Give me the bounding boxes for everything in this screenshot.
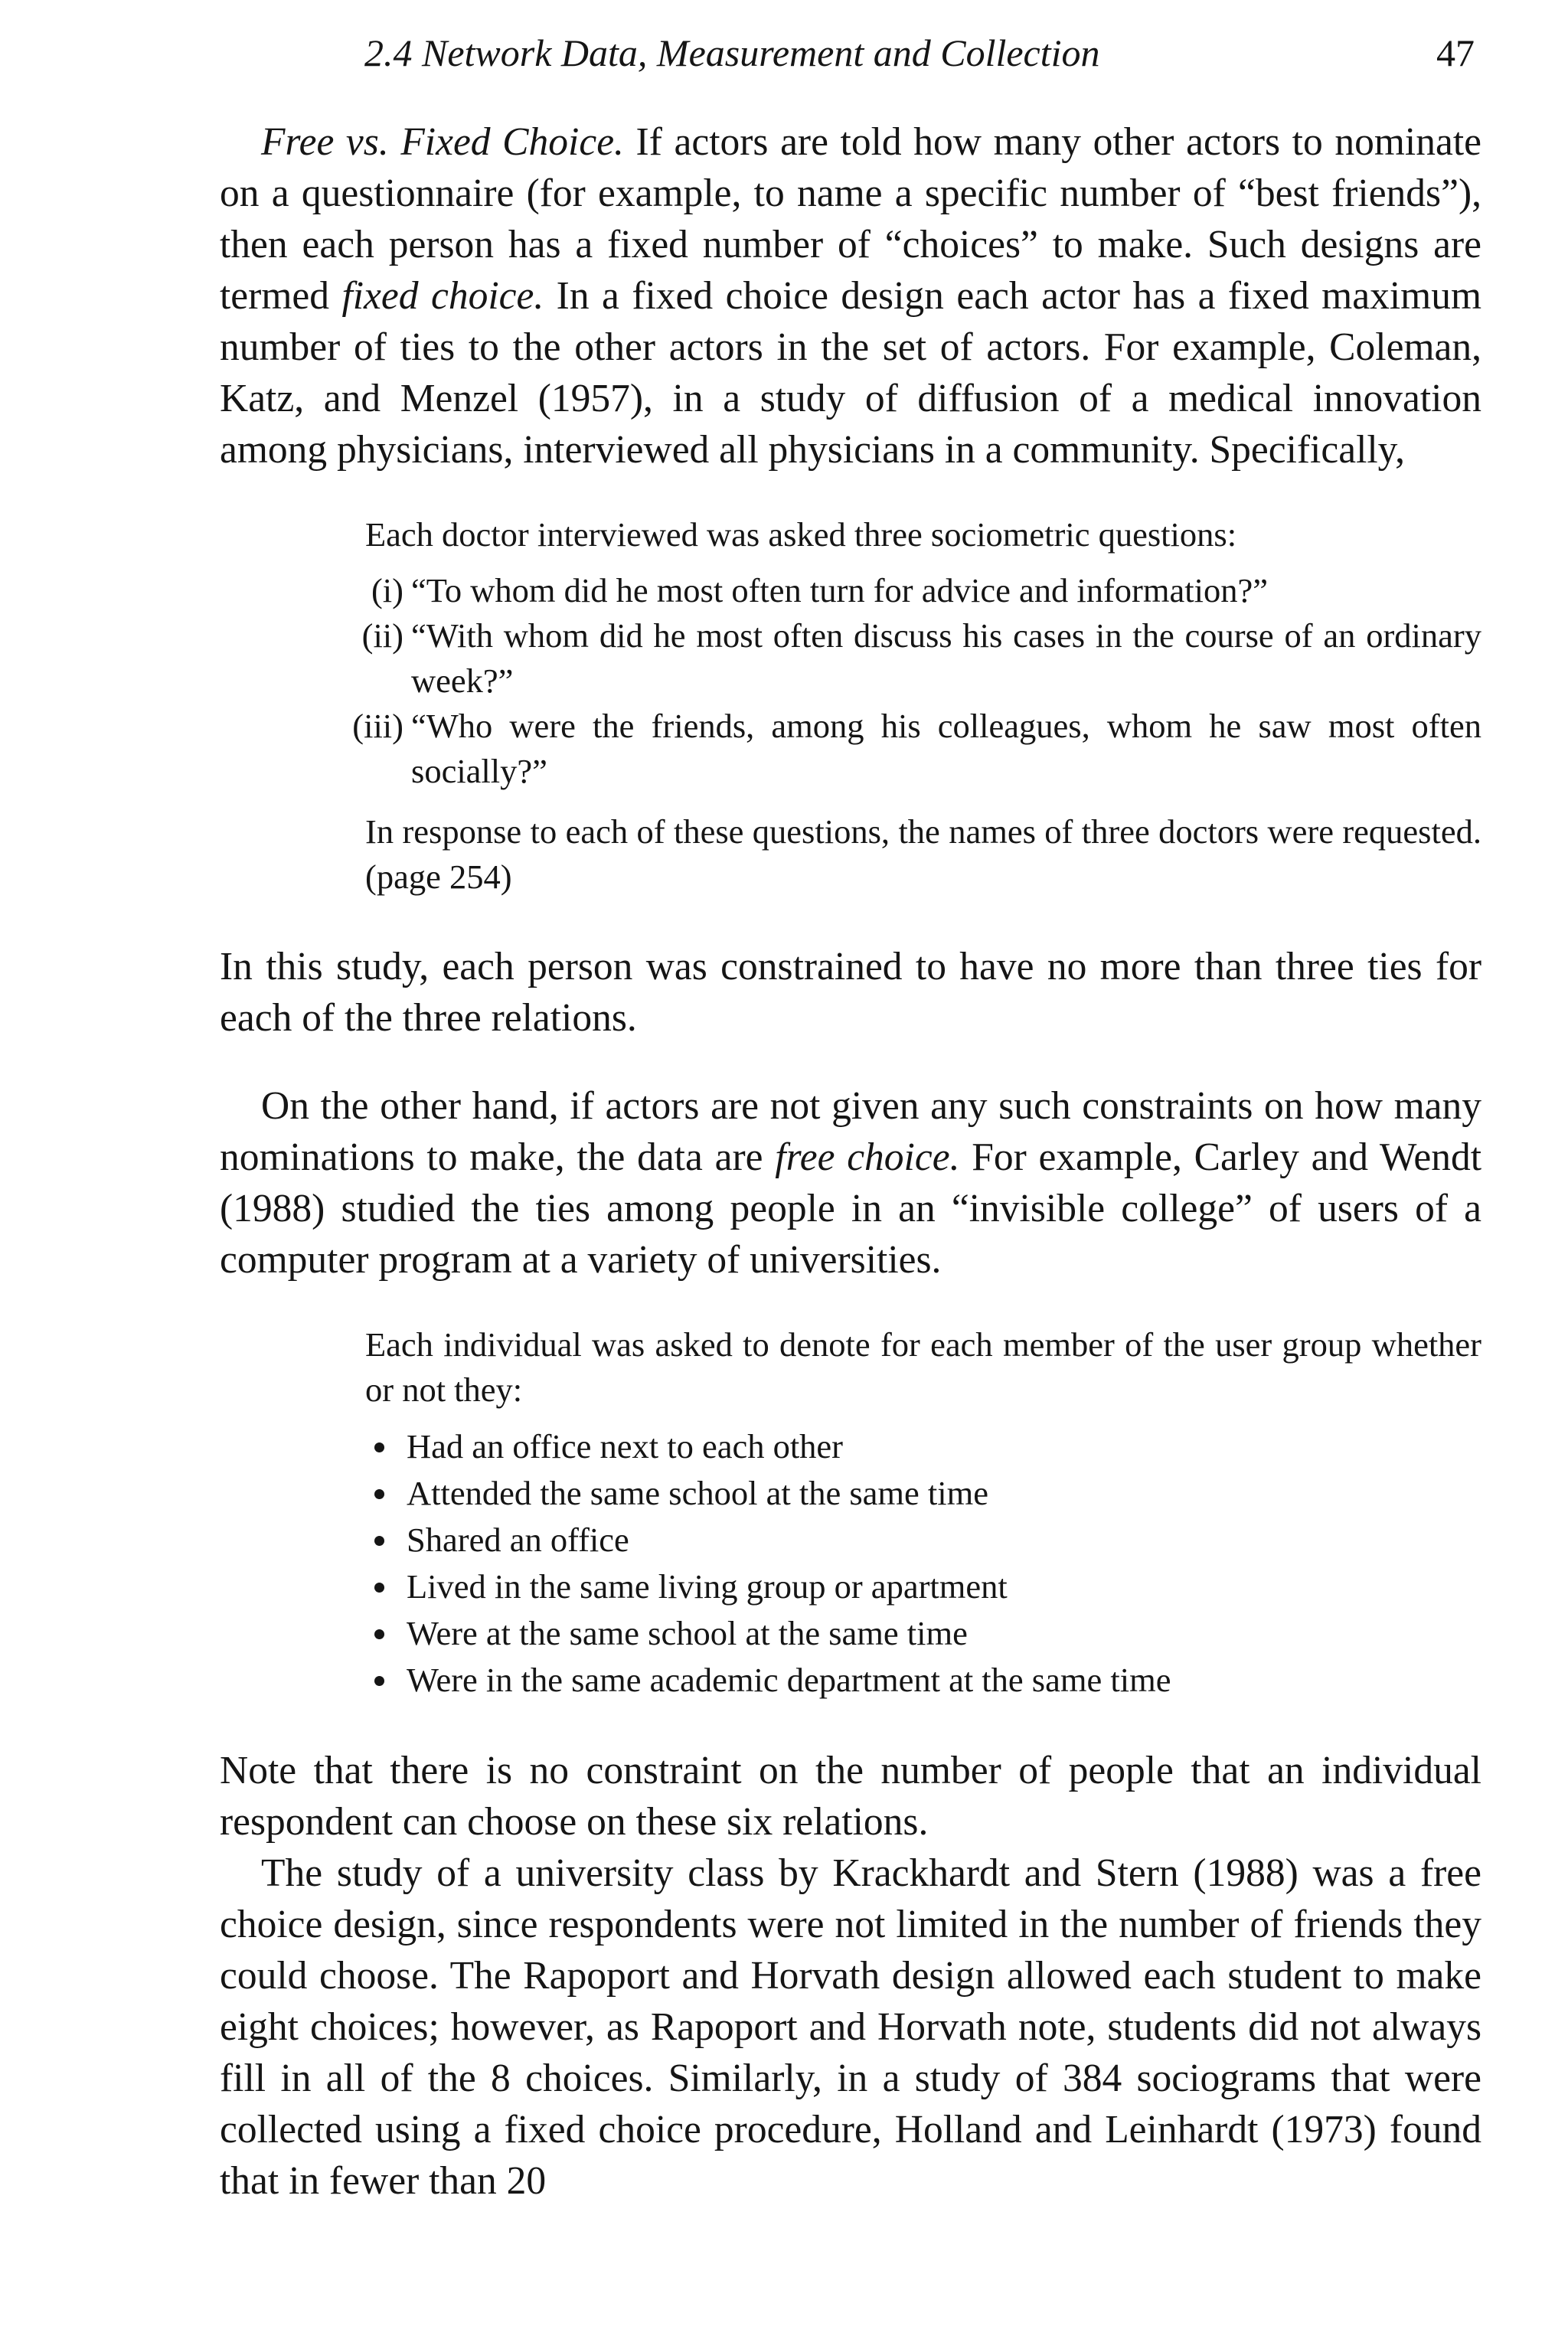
block-quote-coleman xyxy=(220,512,1481,900)
paragraph-constraint: In this study, each person was constrained to have no more than three ties for each of the three relations. xyxy=(220,945,1481,1040)
paragraph-text: For example, Carley and Wendt (1988) studied the ties among people in an “invisible college” of users of a computer program at a variety of universities. xyxy=(220,1135,1481,1282)
bullet-text: Attended the same school at the same time xyxy=(407,1474,988,1512)
bullet-text: Were at the same school at the same time xyxy=(407,1614,968,1652)
question-number: (ii) xyxy=(361,616,403,655)
bullet-icon xyxy=(374,1489,384,1499)
paragraph-fixed-choice xyxy=(220,116,1481,475)
block-quote-carley xyxy=(220,1322,1481,1704)
page-number: 47 xyxy=(1436,31,1475,74)
question-number: (iii) xyxy=(352,707,403,745)
question-item xyxy=(361,613,1481,704)
bullet-list xyxy=(365,1423,1481,1704)
paragraph-text: In a fixed choice design each actor has a fixed maximum number of ties to the other actors in the set of actors. For example, Coleman, Katz, and Menzel (1957), in a study of diffusion of a medical innovation among physicians, interviewed all physicians in a community. Specifically, xyxy=(220,274,1481,472)
question-number: (i) xyxy=(371,571,403,609)
lead-in-heading: Free vs. Fixed Choice. xyxy=(261,120,624,164)
question-text: “To whom did he most often turn for advice and information?” xyxy=(411,571,1268,609)
question-text: “With whom did he most often discuss his cases in the course of an ordinary week?” xyxy=(411,616,1481,700)
bullet-icon xyxy=(374,1629,384,1639)
paragraph-text: On the other hand, if actors are not given any such constraints on how many nominations to make, the data are xyxy=(220,1084,1481,1179)
bullet-item xyxy=(365,1517,1481,1563)
bullet-text: Shared an office xyxy=(407,1521,629,1559)
bullet-icon xyxy=(374,1583,384,1593)
paragraph-free-choice xyxy=(220,1080,1481,1286)
bullet-text: Were in the same academic department at the same time xyxy=(407,1661,1171,1699)
page-body xyxy=(220,116,1481,2207)
bullet-icon xyxy=(374,1442,384,1452)
running-head: 2.4 Network Data, Measurement and Collection xyxy=(364,31,1100,74)
bullet-text: Had an office next to each other xyxy=(407,1427,844,1465)
paragraph-note: Note that there is no constraint on the number of people that an individual respondent can choose on these six relations. xyxy=(220,1749,1481,1844)
bullet-icon xyxy=(374,1676,384,1686)
paragraph-krackhardt: The study of a university class by Krackhardt and Stern (1988) was a free choice design, since respondents were not limited in the number of friends they could choose. The Rapoport and Horvath design allowed each student to make eight choices; however, as Rapoport and Horvath note, students did not always fill in all of the 8 choices. Similarly, in a study of 384 sociograms that were collected using a fixed choice procedure, Holland and Leinhardt (1973) found that in fewer than 20 xyxy=(220,1851,1481,2203)
bullet-icon xyxy=(374,1536,384,1546)
bullet-text: Lived in the same living group or apartment xyxy=(407,1567,1008,1606)
question-item xyxy=(365,568,1481,613)
bullet-item xyxy=(365,1563,1481,1610)
quote-lead: Each individual was asked to denote for each member of the user group whether or not they: xyxy=(365,1325,1481,1409)
term-fixed-choice: fixed choice. xyxy=(341,274,544,318)
bullet-item xyxy=(365,1470,1481,1517)
term-free-choice: free choice. xyxy=(775,1135,960,1179)
question-item xyxy=(352,704,1481,794)
bullet-item xyxy=(365,1610,1481,1657)
question-list xyxy=(352,568,1481,794)
quote-lead: Each doctor interviewed was asked three sociometric questions: xyxy=(365,515,1237,554)
bullet-item xyxy=(365,1423,1481,1470)
bullet-item xyxy=(365,1657,1481,1704)
question-text: “Who were the friends, among his colleagues, whom he saw most often socially?” xyxy=(411,707,1481,790)
paragraph-text: If actors are told how many other actors to nominate on a questionnaire (for example, to name a specific number of “best friends”), then each person has a fixed number of “choices” to make. Such designs are termed xyxy=(220,120,1481,318)
quote-closing: In response to each of these questions, the names of three doctors were requested. (page 254) xyxy=(365,812,1481,896)
